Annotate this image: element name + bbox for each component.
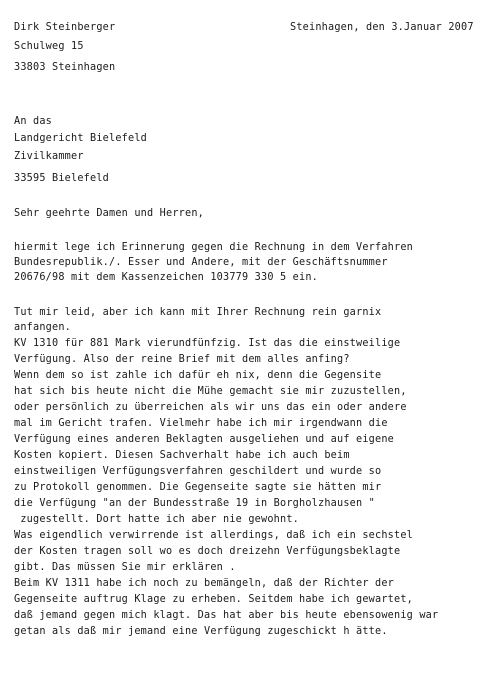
body-line: die Verfügung "an der Bundesstraße 19 in Borgholzhausen " [14, 498, 376, 509]
body-line: mal im Gericht trafen. Vielmehr habe ich mir irgendwann die [14, 418, 388, 429]
place-date: Steinhagen, den 3.Januar 2007 [290, 22, 474, 33]
body-line: daß jemand gegen mich klagt. Das hat aber bis heute ebensowenig war [14, 610, 439, 621]
body-line: gibt. Das müssen Sie mir erklären . [14, 562, 236, 573]
body-line: Tut mir leid, aber ich kann mit Ihrer Rechnung rein garnix [14, 307, 382, 318]
body-line: Verfügung. Also der reine Brief mit dem alles anfing? [14, 354, 350, 365]
body-line: zugestellt. Dort hatte ich aber nie gewohnt. [14, 514, 300, 525]
body-line: oder persönlich zu überreichen als wir uns das ein oder andere [14, 402, 407, 413]
body-line: Wenn dem so ist zahle ich dafür eh nix, denn die Gegensite [14, 370, 382, 381]
body-line: Kosten kopiert. Diesen Sachverhalt habe ich auch beim [14, 450, 350, 461]
recipient-city: 33595 Bielefeld [14, 173, 110, 184]
body-line: anfangen. [14, 322, 72, 333]
body-line: einstweiligen Verfügungsverfahren geschildert und wurde so [14, 466, 382, 477]
recipient-line-1: An das [14, 116, 53, 127]
sender-street: Schulweg 15 [14, 41, 84, 52]
body-line: Beim KV 1311 habe ich noch zu bemängeln, daß der Richter der [14, 578, 395, 589]
intro-line: 20676/98 mit dem Kassenzeichen 103779 330 5 ein. [14, 272, 319, 283]
body-line: Verfügung eines anderen Beklagten ausgeliehen und auf eigene [14, 434, 395, 445]
intro-line: hiermit lege ich Erinnerung gegen die Rechnung in dem Verfahren [14, 242, 414, 253]
body-line: Gegenseite auftrug Klage zu erheben. Seitdem habe ich gewartet, [14, 594, 414, 605]
sender-name: Dirk Steinberger [14, 22, 116, 33]
body-line: der Kosten tragen soll wo es doch dreizehn Verfügungsbeklagte [14, 546, 401, 557]
intro-line: Bundesrepublik./. Esser und Andere, mit der Geschäftsnummer [14, 257, 388, 268]
body-line: getan als daß mir jemand eine Verfügung zugeschickt h ätte. [14, 626, 388, 637]
recipient-court: Landgericht Bielefeld [14, 133, 148, 144]
sender-city: 33803 Steinhagen [14, 62, 116, 73]
body-line: Was eigendlich verwirrende ist allerdings, daß ich ein sechstel [14, 530, 414, 541]
salutation: Sehr geehrte Damen und Herren, [14, 208, 205, 219]
body-line: zu Protokoll genommen. Die Gegenseite sagte sie hätten mir [14, 482, 382, 493]
body-line: hat sich bis heute nicht die Mühe gemacht sie mir zuzustellen, [14, 386, 407, 397]
recipient-chamber: Zivilkammer [14, 151, 84, 162]
body-line: KV 1310 für 881 Mark vierundfünfzig. Ist das die einstweilige [14, 338, 401, 349]
